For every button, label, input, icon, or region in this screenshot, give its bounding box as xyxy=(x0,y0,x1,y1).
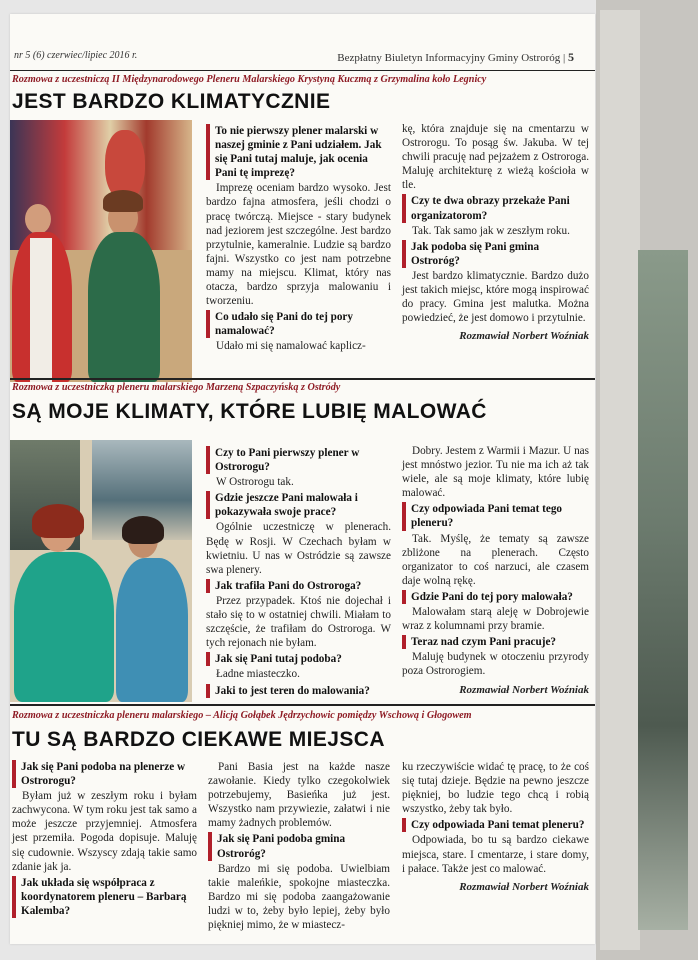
answer: Jest bardzo klimatycznie. Bardzo dużo jest takich miejsc, które mogą inspirować do pracy. Gmina jest malutka. Można powiedzieć, że jest domowo i przytulnie. xyxy=(402,269,589,325)
question: Gdzie jeszcze Pani malowała i pokazywała swoje prace? xyxy=(206,491,391,519)
article-3-col-1 xyxy=(12,758,197,919)
article-1-col-2 xyxy=(402,122,589,343)
question: Czy odpowiada Pani temat tego pleneru? xyxy=(402,502,589,530)
answer: Maluję budynek w otoczeniu przyrody poza Ostrorogiem. xyxy=(402,651,589,678)
answer: Udało mi się namalować kaplicz- xyxy=(216,340,366,353)
question: Co udało się Pani do tej pory namalować? xyxy=(206,310,391,338)
question: Jaki to jest teren do malowania? xyxy=(206,684,391,698)
issue-label: nr 5 (6) czerwiec/lipiec 2016 r. xyxy=(14,50,138,61)
answer: Odpowiada, bo tu są bardzo ciekawe miejsca, stare. I cmentarze, i stare domy, i pałace. Także jest co malować. xyxy=(402,834,589,875)
bulletin-title: Bezpłatny Biuletyn Informacyjny Gminy Ostroróg | 5 xyxy=(337,50,574,64)
page-header xyxy=(14,50,588,70)
adjacent-page-edge xyxy=(596,0,698,960)
question: Jak się Pani podoba na plenerze w Ostrorogu? xyxy=(12,760,197,788)
answer: Pani Basia jest na każde nasze zawołanie. Kiedy tylko czegokolwiek potrzebujemy, Basieńka już jest. Wszystko nam przywiezie, załatwi i nie mamy żadnych problemów. xyxy=(208,761,390,830)
signature: Rozmawiał Norbert Woźniak xyxy=(459,330,589,343)
answer: Byłam już w zeszłym roku i byłam zachwycona. W tym roku jest tak samo a może jeszcze przyjemniej. Atmosfera jest przemiła. Pogoda dopisuje. Maluję się cudownie. Wszyscy zdają takie samo zdanie jak ja. xyxy=(12,790,197,873)
article-1-kicker: Rozmowa z uczestniczą II Międzynarodowego Pleneru Malarskiego Krystyną Kuczmą z Grzymalina koło Legnicy xyxy=(12,74,487,85)
woman-hair xyxy=(103,190,143,212)
article-2-kicker: Rozmowa z uczestniczką pleneru malarskiego Marzeną Szpaczyńską z Ostródy xyxy=(12,382,341,393)
article-divider xyxy=(10,704,595,706)
answer: kę, która znajduje się na cmentarzu w Ostrorogu. To posąg św. Jakuba. W tej chwili pracuję nad pejzażem z Ostroroga. Maluję architekturę z wieżą kościoła w tle. xyxy=(402,123,589,192)
answer: Malowałam starą aleję w Dobrojewie wraz z kolumnami przy bramie. xyxy=(402,606,589,633)
man-shirt xyxy=(30,238,52,382)
answer: Przez przypadek. Ktoś nie dojechał i stało się to w ostatniej chwili. Miałam to szczęście, że trafiłam do Ostroroga. W tych rejonach nie byłam. xyxy=(206,594,391,650)
question: Czy odpowiada Pani temat pleneru? xyxy=(402,818,589,832)
question: Teraz nad czym Pani pracuje? xyxy=(402,635,589,649)
newspaper-page xyxy=(10,14,595,944)
answer: Imprezę oceniam bardzo wysoko. Jest bardzo fajna atmosfera, jeśli chodzi o pracę twórczą. Miejsce - stary budynek nad jeziorem jest szczególne. Jest bardzo przytulnie, kameralnie. Ludzie są bardzo fajni. Wszystko co jest nam potrzebne mamy na miejscu. Klimat, który nas otacza, bardzo sprzyja malowaniu i tworzeniu. xyxy=(206,182,391,308)
article-1-col-1 xyxy=(206,122,391,355)
answer: Tak. Tak samo jak w zeszłym roku. xyxy=(412,224,570,237)
adjacent-photo-edge xyxy=(638,250,688,930)
answer: Dobry. Jestem z Warmii i Mazur. U nas jest mnóstwo jezior. Tu nie ma ich aż tak wiele, ale są moje klimaty, które lubię malować. xyxy=(402,445,589,500)
article-2-col-2 xyxy=(402,444,589,697)
question: Jak się Pani tutaj podoba? xyxy=(206,652,391,666)
question: Czy to Pani pierwszy plener w Ostrorogu? xyxy=(206,446,391,474)
signature: Rozmawiał Norbert Woźniak xyxy=(459,683,589,696)
woman-2-hair xyxy=(122,516,164,544)
woman-figure xyxy=(88,232,160,382)
woman-1-hair xyxy=(32,504,84,538)
article-3-kicker: Rozmowa z uczestniczka pleneru malarskiego – Alicją Gołąbek Jędrzychowic pomiędzy Wschową i Głogowem xyxy=(12,710,472,721)
answer: W Ostrorogu tak. xyxy=(216,476,294,489)
page-number: 5 xyxy=(568,50,574,64)
answer: ku rzeczywiście widać tę pracę, to że coś się tutaj dzieje. Będzie na pewno jeszcze piękniej, bo ludzie tego chcą i robią wszystko, żeby tak było. xyxy=(402,761,589,816)
woman-2-figure xyxy=(116,558,188,702)
answer: Ładne miasteczko. xyxy=(216,668,300,681)
signature: Rozmawiał Norbert Woźniak xyxy=(459,880,589,893)
question: Jak się Pani podoba gmina Ostroróg? xyxy=(208,832,390,860)
article-2-photo xyxy=(10,440,192,702)
article-1-photo xyxy=(10,120,192,382)
question: To nie pierwszy plener malarski w naszej gminie z Pani udziałem. Jak się Pani tutaj maluje, jak ocenia Pani tę imprezę? xyxy=(206,124,391,180)
question: Jak trafiła Pani do Ostroroga? xyxy=(206,579,391,593)
article-divider xyxy=(10,378,595,380)
article-3-col-2 xyxy=(208,760,390,933)
answer: Tak. Myślę, że tematy są zawsze zbliżone na plenerach. Często organizator to coś narzuci, ale czasem daje wolną rękę. xyxy=(402,532,589,587)
answer: Ogólnie uczestniczę w plenerach. Będę w Rosji. W Czechach byłam w kwietniu. U nas w Ostródzie są zawsze swa plenery. xyxy=(206,521,391,576)
article-2-headline: SĄ MOJE KLIMATY, KTÓRE LUBIĘ MALOWAĆ xyxy=(12,400,487,423)
answer: Bardzo mi się podoba. Uwielbiam takie maleńkie, spokojne miasteczka. Bardzo mi się podoba zaangażowanie ludzi w to, żeby było lepiej, żeby było piękniej mimo, że w miastecz- xyxy=(208,862,390,932)
question: Czy te dwa obrazy przekaże Pani organizatorom? xyxy=(402,194,589,222)
article-3-col-3 xyxy=(402,760,589,894)
question: Jak podoba się Pani gmina Ostroróg? xyxy=(402,240,589,268)
question: Jak układa się współpraca z koordynatorem pleneru – Barbarą Kalemba? xyxy=(12,876,197,918)
article-1-headline: JEST BARDZO KLIMATYCZNIE xyxy=(12,90,331,113)
question: Gdzie Pani do tej pory malowała? xyxy=(402,590,589,604)
man-head xyxy=(25,204,51,234)
article-2-col-1 xyxy=(206,444,391,699)
woman-1-figure xyxy=(14,552,114,702)
header-rule xyxy=(10,70,595,71)
article-3-headline: TU SĄ BARDZO CIEKAWE MIEJSCA xyxy=(12,728,385,751)
page-fold-shadow xyxy=(600,10,640,950)
